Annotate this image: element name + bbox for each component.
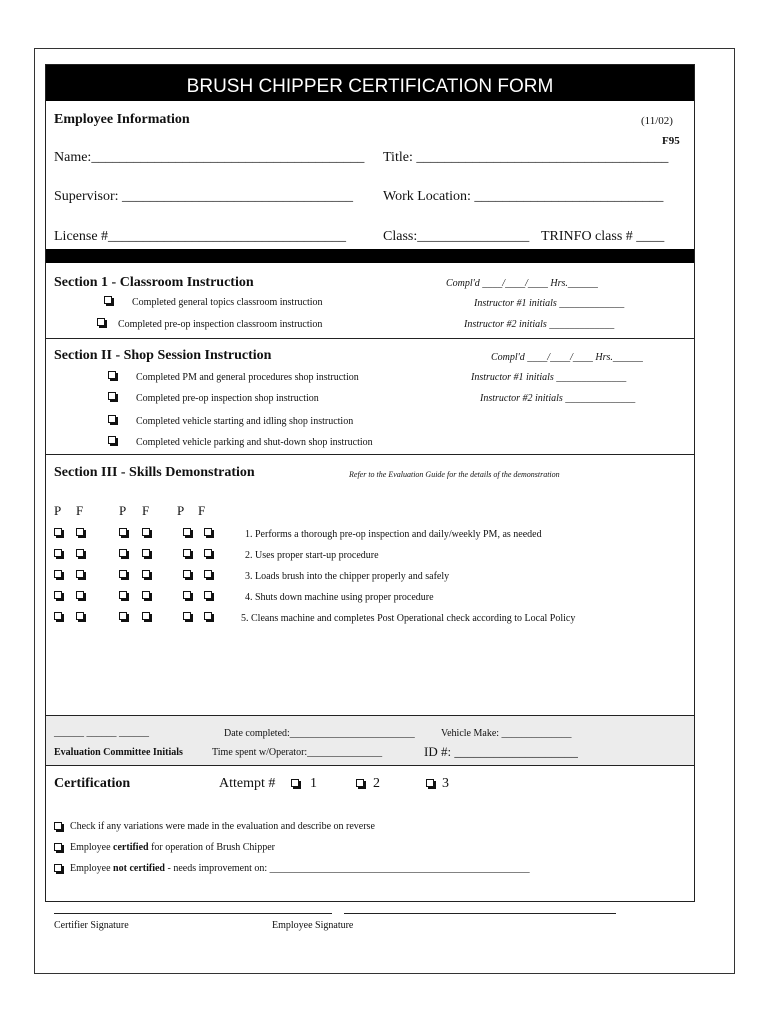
committee-initials-blanks[interactable]: ______ ______ ______ bbox=[54, 727, 149, 738]
section3-note: Refer to the Evaluation Guide for the details of the demonstration bbox=[349, 470, 560, 479]
pass-checkbox[interactable] bbox=[54, 570, 62, 578]
employee-signature-line[interactable] bbox=[344, 913, 616, 914]
section2-item1-checkbox[interactable] bbox=[108, 371, 116, 379]
variations-label: Check if any variations were made in the evaluation and describe on reverse bbox=[70, 821, 375, 832]
id-field[interactable]: ID #: ___________________ bbox=[424, 744, 578, 759]
skill-item-3: 3. Loads brush into the chipper properly and safely bbox=[245, 571, 450, 582]
fail-checkbox[interactable] bbox=[204, 612, 212, 620]
pass-checkbox[interactable] bbox=[54, 591, 62, 599]
section2-item3-checkbox[interactable] bbox=[108, 415, 116, 423]
fail-checkbox[interactable] bbox=[76, 591, 84, 599]
section1-completed[interactable]: Compl'd ____/____/____ Hrs.______ bbox=[446, 278, 598, 289]
fail-checkbox[interactable] bbox=[204, 591, 212, 599]
pass-checkbox[interactable] bbox=[119, 591, 127, 599]
section2-completed[interactable]: Compl'd ____/____/____ Hrs.______ bbox=[491, 352, 643, 363]
pass-checkbox[interactable] bbox=[183, 570, 191, 578]
attempt-1-label: 1 bbox=[310, 776, 317, 791]
license-field[interactable]: License #__________________________________ bbox=[54, 229, 347, 244]
attempt-3-checkbox[interactable] bbox=[426, 779, 434, 787]
fail-checkbox[interactable] bbox=[204, 570, 212, 578]
section2-instructor2[interactable]: Instructor #2 initials ______________ bbox=[480, 393, 636, 404]
attempt-1-checkbox[interactable] bbox=[291, 779, 299, 787]
pass-header: P bbox=[54, 503, 62, 518]
pass-checkbox[interactable] bbox=[183, 612, 191, 620]
pass-checkbox[interactable] bbox=[183, 549, 191, 557]
section1-heading: Section 1 - Classroom Instruction bbox=[54, 275, 254, 290]
attempt-2-label: 2 bbox=[373, 776, 380, 791]
section2-instructor1[interactable]: Instructor #1 initials ______________ bbox=[471, 372, 627, 383]
section2-item2-checkbox[interactable] bbox=[108, 392, 116, 400]
date-completed-field[interactable]: Date completed:_________________________ bbox=[224, 728, 415, 739]
section1-item1-label: Completed general topics classroom instruction bbox=[132, 297, 323, 308]
name-field[interactable]: Name:_______________________________________ bbox=[54, 150, 365, 165]
pass-checkbox[interactable] bbox=[183, 591, 191, 599]
section2-item4-checkbox[interactable] bbox=[108, 436, 116, 444]
section1-item2-checkbox[interactable] bbox=[97, 318, 105, 326]
fail-checkbox[interactable] bbox=[76, 612, 84, 620]
certified-checkbox[interactable] bbox=[54, 843, 62, 851]
skill-item-2: 2. Uses proper start-up procedure bbox=[245, 550, 379, 561]
certifier-signature-label: Certifier Signature bbox=[54, 920, 129, 931]
section2-item1-label: Completed PM and general procedures shop instruction bbox=[136, 372, 359, 383]
pass-checkbox[interactable] bbox=[119, 549, 127, 557]
not-certified-label-post: - needs improvement on: ____________________________________________________ bbox=[164, 863, 530, 874]
section2-item4-label: Completed vehicle parking and shut-down shop instruction bbox=[136, 437, 373, 448]
certification-heading: Certification bbox=[54, 776, 131, 791]
certification-form bbox=[45, 64, 695, 931]
fail-checkbox[interactable] bbox=[76, 528, 84, 536]
title-field[interactable]: Title: ____________________________________ bbox=[383, 150, 669, 165]
fail-checkbox[interactable] bbox=[142, 612, 150, 620]
fail-header: F bbox=[198, 503, 206, 518]
pass-checkbox[interactable] bbox=[119, 570, 127, 578]
employee-signature-label: Employee Signature bbox=[272, 920, 354, 931]
section2-heading: Section II - Shop Session Instruction bbox=[54, 348, 272, 363]
fail-checkbox[interactable] bbox=[142, 591, 150, 599]
committee-initials-label: Evaluation Committee Initials bbox=[54, 747, 183, 758]
supervisor-field[interactable]: Supervisor: _________________________________ bbox=[54, 189, 354, 204]
certified-label-post: for operation of Brush Chipper bbox=[148, 842, 275, 853]
divider-bar bbox=[46, 249, 694, 263]
pass-checkbox[interactable] bbox=[54, 612, 62, 620]
pass-checkbox[interactable] bbox=[54, 528, 62, 536]
fail-checkbox[interactable] bbox=[76, 570, 84, 578]
employee-info-heading: Employee Information bbox=[54, 112, 190, 127]
section-divider bbox=[46, 454, 694, 455]
fail-checkbox[interactable] bbox=[204, 549, 212, 557]
certifier-signature-line[interactable] bbox=[54, 913, 332, 914]
certified-label-bold: certified bbox=[113, 842, 149, 853]
section1-instructor1[interactable]: Instructor #1 initials _____________ bbox=[474, 298, 625, 309]
attempt-3-label: 3 bbox=[442, 776, 449, 791]
fail-checkbox[interactable] bbox=[142, 570, 150, 578]
fail-header: F bbox=[76, 503, 84, 518]
section-divider bbox=[46, 715, 694, 716]
work-location-field[interactable]: Work Location: ___________________________ bbox=[383, 189, 664, 204]
fail-header: F bbox=[142, 503, 150, 518]
not-certified-checkbox[interactable] bbox=[54, 864, 62, 872]
section-divider bbox=[46, 765, 694, 766]
pass-checkbox[interactable] bbox=[54, 549, 62, 557]
skill-item-1: 1. Performs a thorough pre-op inspection and daily/weekly PM, as needed bbox=[245, 529, 542, 540]
pass-header: P bbox=[119, 503, 127, 518]
not-certified-label-bold: not certified bbox=[113, 863, 165, 874]
skill-item-4: 4. Shuts down machine using proper procedure bbox=[245, 592, 434, 603]
class-field[interactable]: Class:________________ bbox=[383, 229, 530, 244]
certified-label bbox=[70, 842, 275, 853]
fail-checkbox[interactable] bbox=[76, 549, 84, 557]
fail-checkbox[interactable] bbox=[142, 549, 150, 557]
attempt-label: Attempt # bbox=[219, 776, 276, 791]
section1-item2-label: Completed pre-op inspection classroom instruction bbox=[118, 319, 323, 330]
pass-checkbox[interactable] bbox=[119, 612, 127, 620]
not-certified-label-pre: Employee bbox=[70, 863, 114, 874]
section1-instructor2[interactable]: Instructor #2 initials _____________ bbox=[464, 319, 615, 330]
attempt-2-checkbox[interactable] bbox=[356, 779, 364, 787]
revision-date: (11/02) bbox=[641, 115, 673, 127]
pass-checkbox[interactable] bbox=[119, 528, 127, 536]
certified-label-pre: Employee bbox=[70, 842, 114, 853]
not-certified-label[interactable] bbox=[70, 863, 530, 874]
section1-item1-checkbox[interactable] bbox=[104, 296, 112, 304]
skill-item-5: 5. Cleans machine and completes Post Operational check according to Local Policy bbox=[241, 613, 576, 624]
section2-item3-label: Completed vehicle starting and idling shop instruction bbox=[136, 416, 354, 427]
form-number: F95 bbox=[662, 135, 680, 147]
trinfo-class-field[interactable]: TRINFO class # ____ bbox=[541, 229, 665, 244]
fail-checkbox[interactable] bbox=[204, 528, 212, 536]
pass-checkbox[interactable] bbox=[183, 528, 191, 536]
form-title: BRUSH CHIPPER CERTIFICATION FORM bbox=[46, 65, 694, 101]
pass-header: P bbox=[177, 503, 185, 518]
vehicle-make-field[interactable]: Vehicle Make: ______________ bbox=[441, 728, 572, 739]
time-spent-field[interactable]: Time spent w/Operator:_______________ bbox=[212, 747, 383, 758]
fail-checkbox[interactable] bbox=[142, 528, 150, 536]
section-divider bbox=[46, 338, 694, 339]
variations-checkbox[interactable] bbox=[54, 822, 62, 830]
section2-item2-label: Completed pre-op inspection shop instruction bbox=[136, 393, 319, 404]
section3-heading: Section III - Skills Demonstration bbox=[54, 465, 255, 480]
